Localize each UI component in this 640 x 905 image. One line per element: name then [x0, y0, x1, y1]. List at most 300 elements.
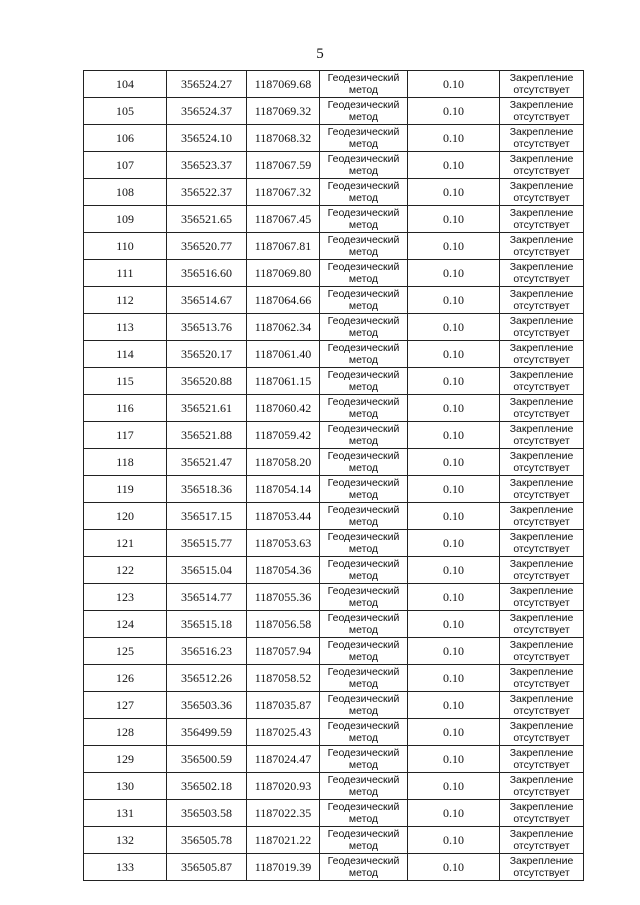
fixation-cell: [500, 233, 584, 260]
fixation-line-2: отсутствует: [513, 165, 570, 177]
y-coordinate-cell: 1187055.36: [247, 584, 320, 611]
table-row: [84, 638, 584, 665]
x-coordinate-cell: 356515.77: [167, 530, 247, 557]
accuracy-cell: 0.10: [408, 503, 500, 530]
method-line-1: Геодезический: [327, 639, 400, 651]
y-coordinate-cell: 1187067.81: [247, 233, 320, 260]
x-coordinate-cell: 356514.67: [167, 287, 247, 314]
fixation-cell: [500, 692, 584, 719]
fixation-line-1: Закрепление: [509, 585, 574, 597]
method-cell: [320, 125, 408, 152]
fixation-line-1: Закрепление: [509, 342, 574, 354]
fixation-cell: [500, 611, 584, 638]
fixation-line-2: отсутствует: [513, 435, 570, 447]
x-coordinate-cell: 356521.61: [167, 395, 247, 422]
point-number-cell: 123: [84, 584, 167, 611]
fixation-line-2: отсутствует: [513, 138, 570, 150]
method-line-2: метод: [348, 678, 379, 690]
x-coordinate-cell: 356522.37: [167, 179, 247, 206]
y-coordinate-cell: 1187020.93: [247, 773, 320, 800]
method-cell: [320, 719, 408, 746]
method-line-1: Геодезический: [327, 180, 400, 192]
y-coordinate-cell: 1187060.42: [247, 395, 320, 422]
method-cell: [320, 422, 408, 449]
method-line-2: метод: [348, 327, 379, 339]
y-coordinate-cell: 1187019.39: [247, 854, 320, 881]
table-row: [84, 476, 584, 503]
table-row: [84, 827, 584, 854]
y-coordinate-cell: 1187069.32: [247, 98, 320, 125]
fixation-line-1: Закрепление: [509, 720, 574, 732]
x-coordinate-cell: 356515.04: [167, 557, 247, 584]
point-number-cell: 119: [84, 476, 167, 503]
method-line-1: Геодезический: [327, 558, 400, 570]
method-line-2: метод: [348, 354, 379, 366]
method-line-2: метод: [348, 462, 379, 474]
fixation-cell: [500, 557, 584, 584]
fixation-line-2: отсутствует: [513, 489, 570, 501]
accuracy-cell: 0.10: [408, 476, 500, 503]
point-number-cell: 122: [84, 557, 167, 584]
accuracy-cell: 0.10: [408, 206, 500, 233]
method-line-2: метод: [348, 300, 379, 312]
x-coordinate-cell: 356520.77: [167, 233, 247, 260]
method-cell: [320, 638, 408, 665]
method-cell: [320, 449, 408, 476]
fixation-line-2: отсутствует: [513, 300, 570, 312]
accuracy-cell: 0.10: [408, 314, 500, 341]
fixation-line-2: отсутствует: [513, 759, 570, 771]
x-coordinate-cell: 356521.47: [167, 449, 247, 476]
fixation-line-2: отсутствует: [513, 543, 570, 555]
method-line-2: метод: [348, 84, 379, 96]
method-line-1: Геодезический: [327, 99, 400, 111]
fixation-cell: [500, 800, 584, 827]
fixation-cell: [500, 476, 584, 503]
table-row: [84, 584, 584, 611]
fixation-line-2: отсутствует: [513, 867, 570, 879]
point-number-cell: 108: [84, 179, 167, 206]
method-line-1: Геодезический: [327, 693, 400, 705]
method-line-2: метод: [348, 435, 379, 447]
method-cell: [320, 206, 408, 233]
fixation-line-1: Закрепление: [509, 774, 574, 786]
fixation-line-1: Закрепление: [509, 261, 574, 273]
y-coordinate-cell: 1187058.20: [247, 449, 320, 476]
y-coordinate-cell: 1187054.14: [247, 476, 320, 503]
method-cell: [320, 233, 408, 260]
method-cell: [320, 341, 408, 368]
fixation-line-1: Закрепление: [509, 639, 574, 651]
x-coordinate-cell: 356503.36: [167, 692, 247, 719]
fixation-line-1: Закрепление: [509, 180, 574, 192]
y-coordinate-cell: 1187069.68: [247, 71, 320, 98]
point-number-cell: 109: [84, 206, 167, 233]
method-cell: [320, 260, 408, 287]
method-line-1: Геодезический: [327, 585, 400, 597]
accuracy-cell: 0.10: [408, 665, 500, 692]
fixation-cell: [500, 719, 584, 746]
method-line-1: Геодезический: [327, 477, 400, 489]
x-coordinate-cell: 356505.78: [167, 827, 247, 854]
fixation-line-2: отсутствует: [513, 678, 570, 690]
accuracy-cell: 0.10: [408, 287, 500, 314]
fixation-cell: [500, 530, 584, 557]
accuracy-cell: 0.10: [408, 341, 500, 368]
fixation-cell: [500, 71, 584, 98]
method-cell: [320, 746, 408, 773]
y-coordinate-cell: 1187024.47: [247, 746, 320, 773]
table-row: [84, 152, 584, 179]
x-coordinate-cell: 356512.26: [167, 665, 247, 692]
method-line-1: Геодезический: [327, 801, 400, 813]
page-number: 5: [316, 46, 324, 62]
accuracy-cell: 0.10: [408, 449, 500, 476]
coordinates-table: [83, 70, 584, 881]
method-line-1: Геодезический: [327, 396, 400, 408]
y-coordinate-cell: 1187025.43: [247, 719, 320, 746]
method-line-2: метод: [348, 597, 379, 609]
point-number-cell: 116: [84, 395, 167, 422]
point-number-cell: 107: [84, 152, 167, 179]
fixation-line-1: Закрепление: [509, 504, 574, 516]
fixation-line-1: Закрепление: [509, 315, 574, 327]
fixation-cell: [500, 665, 584, 692]
fixation-line-1: Закрепление: [509, 99, 574, 111]
method-line-1: Геодезический: [327, 423, 400, 435]
y-coordinate-cell: 1187067.45: [247, 206, 320, 233]
method-line-2: метод: [348, 759, 379, 771]
y-coordinate-cell: 1187064.66: [247, 287, 320, 314]
method-line-1: Геодезический: [327, 720, 400, 732]
method-line-1: Геодезический: [327, 315, 400, 327]
fixation-cell: [500, 422, 584, 449]
method-line-2: метод: [348, 273, 379, 285]
method-cell: [320, 179, 408, 206]
table-row: [84, 98, 584, 125]
method-line-1: Геодезический: [327, 504, 400, 516]
accuracy-cell: 0.10: [408, 800, 500, 827]
fixation-cell: [500, 98, 584, 125]
fixation-cell: [500, 287, 584, 314]
y-coordinate-cell: 1187061.15: [247, 368, 320, 395]
method-line-2: метод: [348, 813, 379, 825]
y-coordinate-cell: 1187069.80: [247, 260, 320, 287]
fixation-line-2: отсутствует: [513, 651, 570, 663]
fixation-line-1: Закрепление: [509, 207, 574, 219]
y-coordinate-cell: 1187068.32: [247, 125, 320, 152]
point-number-cell: 112: [84, 287, 167, 314]
fixation-line-2: отсутствует: [513, 219, 570, 231]
fixation-line-1: Закрепление: [509, 828, 574, 840]
x-coordinate-cell: 356502.18: [167, 773, 247, 800]
fixation-line-2: отсутствует: [513, 840, 570, 852]
fixation-cell: [500, 854, 584, 881]
method-line-2: метод: [348, 111, 379, 123]
fixation-line-2: отсутствует: [513, 354, 570, 366]
accuracy-cell: 0.10: [408, 71, 500, 98]
x-coordinate-cell: 356524.10: [167, 125, 247, 152]
fixation-line-1: Закрепление: [509, 72, 574, 84]
method-cell: [320, 665, 408, 692]
accuracy-cell: 0.10: [408, 638, 500, 665]
x-coordinate-cell: 356503.58: [167, 800, 247, 827]
table-row: [84, 557, 584, 584]
method-line-2: метод: [348, 705, 379, 717]
table-row: [84, 611, 584, 638]
fixation-line-1: Закрепление: [509, 288, 574, 300]
method-cell: [320, 557, 408, 584]
point-number-cell: 111: [84, 260, 167, 287]
method-cell: [320, 98, 408, 125]
fixation-cell: [500, 314, 584, 341]
point-number-cell: 130: [84, 773, 167, 800]
point-number-cell: 127: [84, 692, 167, 719]
fixation-cell: [500, 341, 584, 368]
x-coordinate-cell: 356514.77: [167, 584, 247, 611]
x-coordinate-cell: 356518.36: [167, 476, 247, 503]
method-cell: [320, 800, 408, 827]
y-coordinate-cell: 1187056.58: [247, 611, 320, 638]
fixation-cell: [500, 638, 584, 665]
point-number-cell: 110: [84, 233, 167, 260]
accuracy-cell: 0.10: [408, 179, 500, 206]
fixation-line-1: Закрепление: [509, 693, 574, 705]
method-line-1: Геодезический: [327, 369, 400, 381]
method-line-1: Геодезический: [327, 531, 400, 543]
accuracy-cell: 0.10: [408, 719, 500, 746]
method-line-2: метод: [348, 867, 379, 879]
method-line-1: Геодезический: [327, 450, 400, 462]
accuracy-cell: 0.10: [408, 530, 500, 557]
method-line-1: Геодезический: [327, 261, 400, 273]
method-line-1: Геодезический: [327, 774, 400, 786]
method-line-1: Геодезический: [327, 153, 400, 165]
y-coordinate-cell: 1187067.32: [247, 179, 320, 206]
point-number-cell: 118: [84, 449, 167, 476]
y-coordinate-cell: 1187057.94: [247, 638, 320, 665]
point-number-cell: 121: [84, 530, 167, 557]
fixation-line-2: отсутствует: [513, 597, 570, 609]
table-row: [84, 206, 584, 233]
fixation-line-1: Закрепление: [509, 747, 574, 759]
method-cell: [320, 692, 408, 719]
method-cell: [320, 773, 408, 800]
fixation-cell: [500, 260, 584, 287]
x-coordinate-cell: 356521.88: [167, 422, 247, 449]
fixation-cell: [500, 449, 584, 476]
point-number-cell: 113: [84, 314, 167, 341]
y-coordinate-cell: 1187059.42: [247, 422, 320, 449]
fixation-line-2: отсутствует: [513, 84, 570, 96]
table-row: [84, 341, 584, 368]
table-row: [84, 71, 584, 98]
accuracy-cell: 0.10: [408, 773, 500, 800]
accuracy-cell: 0.10: [408, 422, 500, 449]
method-line-1: Геодезический: [327, 342, 400, 354]
point-number-cell: 115: [84, 368, 167, 395]
method-line-2: метод: [348, 543, 379, 555]
x-coordinate-cell: 356516.23: [167, 638, 247, 665]
method-line-2: метод: [348, 165, 379, 177]
table-row: [84, 665, 584, 692]
point-number-cell: 105: [84, 98, 167, 125]
table-row: [84, 179, 584, 206]
table-row: [84, 854, 584, 881]
y-coordinate-cell: 1187021.22: [247, 827, 320, 854]
table-row: [84, 503, 584, 530]
point-number-cell: 128: [84, 719, 167, 746]
method-line-1: Геодезический: [327, 747, 400, 759]
method-line-2: метод: [348, 219, 379, 231]
fixation-cell: [500, 125, 584, 152]
fixation-line-1: Закрепление: [509, 558, 574, 570]
fixation-line-2: отсутствует: [513, 273, 570, 285]
method-line-2: метод: [348, 408, 379, 420]
fixation-line-1: Закрепление: [509, 396, 574, 408]
table-row: [84, 233, 584, 260]
method-cell: [320, 71, 408, 98]
method-cell: [320, 503, 408, 530]
table-row: [84, 422, 584, 449]
fixation-line-2: отсутствует: [513, 813, 570, 825]
method-line-2: метод: [348, 381, 379, 393]
y-coordinate-cell: 1187058.52: [247, 665, 320, 692]
fixation-line-1: Закрепление: [509, 153, 574, 165]
method-line-2: метод: [348, 786, 379, 798]
x-coordinate-cell: 356524.27: [167, 71, 247, 98]
fixation-line-1: Закрепление: [509, 126, 574, 138]
table-row: [84, 368, 584, 395]
x-coordinate-cell: 356524.37: [167, 98, 247, 125]
accuracy-cell: 0.10: [408, 98, 500, 125]
method-line-2: метод: [348, 246, 379, 258]
table-row: [84, 773, 584, 800]
fixation-line-2: отсутствует: [513, 327, 570, 339]
accuracy-cell: 0.10: [408, 692, 500, 719]
accuracy-cell: 0.10: [408, 260, 500, 287]
fixation-cell: [500, 395, 584, 422]
method-line-1: Геодезический: [327, 855, 400, 867]
fixation-line-1: Закрепление: [509, 234, 574, 246]
method-cell: [320, 854, 408, 881]
method-line-1: Геодезический: [327, 288, 400, 300]
accuracy-cell: 0.10: [408, 152, 500, 179]
point-number-cell: 114: [84, 341, 167, 368]
fixation-line-1: Закрепление: [509, 369, 574, 381]
point-number-cell: 117: [84, 422, 167, 449]
y-coordinate-cell: 1187067.59: [247, 152, 320, 179]
fixation-line-2: отсутствует: [513, 192, 570, 204]
y-coordinate-cell: 1187035.87: [247, 692, 320, 719]
fixation-line-1: Закрепление: [509, 666, 574, 678]
point-number-cell: 124: [84, 611, 167, 638]
accuracy-cell: 0.10: [408, 557, 500, 584]
method-cell: [320, 152, 408, 179]
fixation-line-2: отсутствует: [513, 570, 570, 582]
method-line-2: метод: [348, 624, 379, 636]
table-row: [84, 395, 584, 422]
fixation-cell: [500, 584, 584, 611]
accuracy-cell: 0.10: [408, 827, 500, 854]
fixation-line-1: Закрепление: [509, 423, 574, 435]
accuracy-cell: 0.10: [408, 854, 500, 881]
fixation-line-2: отсутствует: [513, 408, 570, 420]
point-number-cell: 120: [84, 503, 167, 530]
point-number-cell: 106: [84, 125, 167, 152]
y-coordinate-cell: 1187022.35: [247, 800, 320, 827]
x-coordinate-cell: 356523.37: [167, 152, 247, 179]
method-line-1: Геодезический: [327, 828, 400, 840]
accuracy-cell: 0.10: [408, 611, 500, 638]
fixation-line-1: Закрепление: [509, 612, 574, 624]
accuracy-cell: 0.10: [408, 125, 500, 152]
method-cell: [320, 368, 408, 395]
method-line-2: метод: [348, 840, 379, 852]
x-coordinate-cell: 356513.76: [167, 314, 247, 341]
fixation-line-2: отсутствует: [513, 462, 570, 474]
table-row: [84, 260, 584, 287]
method-cell: [320, 476, 408, 503]
method-line-1: Геодезический: [327, 666, 400, 678]
method-line-1: Геодезический: [327, 612, 400, 624]
method-line-2: метод: [348, 570, 379, 582]
y-coordinate-cell: 1187054.36: [247, 557, 320, 584]
x-coordinate-cell: 356500.59: [167, 746, 247, 773]
table-row: [84, 746, 584, 773]
fixation-cell: [500, 827, 584, 854]
fixation-line-2: отсутствует: [513, 246, 570, 258]
fixation-line-2: отсутствует: [513, 786, 570, 798]
method-line-1: Геодезический: [327, 234, 400, 246]
fixation-line-1: Закрепление: [509, 531, 574, 543]
table-row: [84, 800, 584, 827]
x-coordinate-cell: 356520.17: [167, 341, 247, 368]
fixation-cell: [500, 368, 584, 395]
fixation-line-2: отсутствует: [513, 516, 570, 528]
fixation-line-2: отсутствует: [513, 111, 570, 123]
x-coordinate-cell: 356517.15: [167, 503, 247, 530]
accuracy-cell: 0.10: [408, 584, 500, 611]
x-coordinate-cell: 356515.18: [167, 611, 247, 638]
fixation-cell: [500, 152, 584, 179]
accuracy-cell: 0.10: [408, 395, 500, 422]
accuracy-cell: 0.10: [408, 746, 500, 773]
x-coordinate-cell: 356505.87: [167, 854, 247, 881]
fixation-line-2: отсутствует: [513, 381, 570, 393]
method-line-2: метод: [348, 192, 379, 204]
method-cell: [320, 584, 408, 611]
fixation-line-2: отсутствует: [513, 732, 570, 744]
table-row: [84, 719, 584, 746]
fixation-cell: [500, 179, 584, 206]
fixation-line-1: Закрепление: [509, 477, 574, 489]
point-number-cell: 132: [84, 827, 167, 854]
fixation-cell: [500, 746, 584, 773]
fixation-line-2: отсутствует: [513, 624, 570, 636]
x-coordinate-cell: 356520.88: [167, 368, 247, 395]
table-row: [84, 287, 584, 314]
fixation-line-1: Закрепление: [509, 450, 574, 462]
method-line-1: Геодезический: [327, 126, 400, 138]
method-cell: [320, 314, 408, 341]
table-row: [84, 449, 584, 476]
method-line-2: метод: [348, 651, 379, 663]
method-cell: [320, 530, 408, 557]
fixation-line-1: Закрепление: [509, 855, 574, 867]
fixation-cell: [500, 773, 584, 800]
method-cell: [320, 395, 408, 422]
